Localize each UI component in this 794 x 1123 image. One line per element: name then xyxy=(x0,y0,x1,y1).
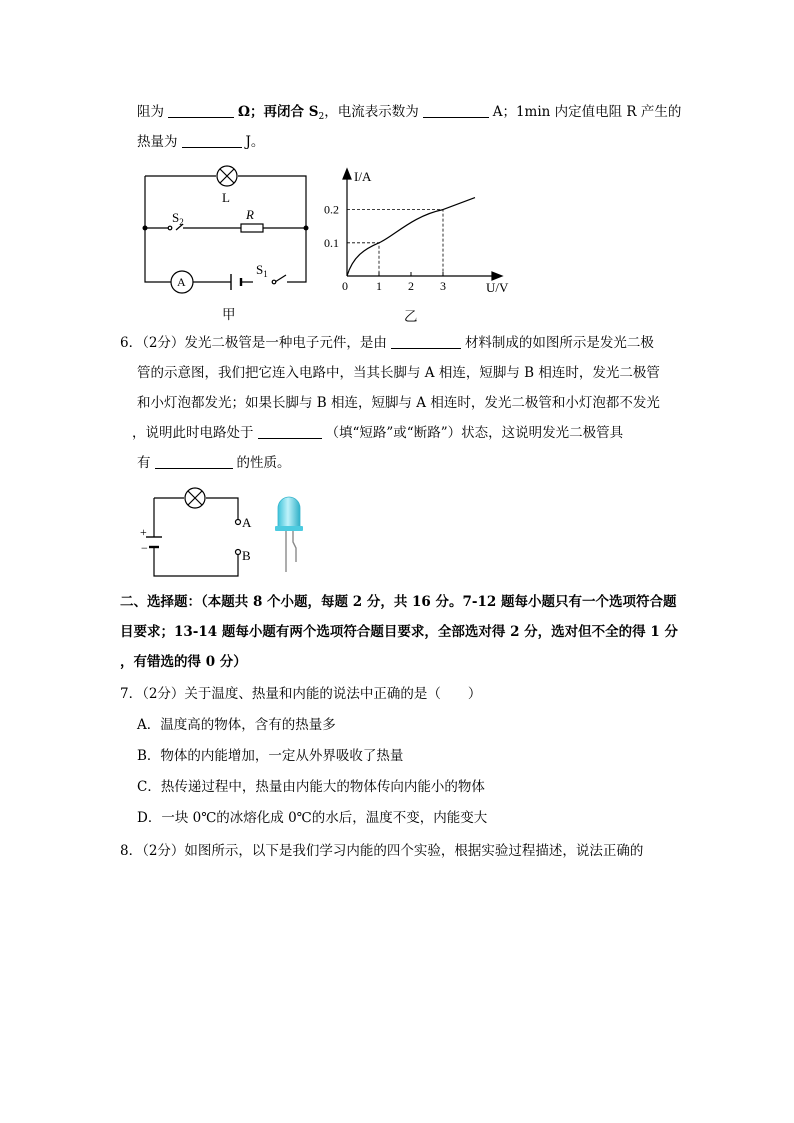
led-rim xyxy=(275,526,303,531)
led-icon xyxy=(268,492,308,576)
x-tick-label: 1 xyxy=(376,279,382,293)
q7-option-c[interactable]: C．热传递过程中，热量由内能大的物体传向内能小的物体 xyxy=(137,779,485,795)
y-axis-label: I/A xyxy=(354,169,372,184)
switch1-label: $S_1$ xyxy=(256,262,268,279)
x-axis-label: U/V xyxy=(486,280,509,295)
answer-blank[interactable] xyxy=(391,334,461,349)
answer-blank[interactable] xyxy=(258,424,322,439)
ammeter-label: A xyxy=(177,275,186,289)
q6-line-4: ，说明此时电路处于 （填“短路”或“断路”）状态，这说明发光二极管具 xyxy=(132,425,624,441)
x-axis-arrow-icon xyxy=(492,272,502,280)
answer-blank[interactable] xyxy=(423,103,489,118)
section-2-header-line-2: 目要求；13-14 题每小题有两个选项符合题目要求，全部选对得 2 分，选对但不全的得 1 分 xyxy=(120,624,678,640)
switch2-pivot xyxy=(168,226,172,230)
plus-sign: + xyxy=(140,525,147,539)
figure-caption-jia: 甲 xyxy=(222,307,236,323)
y-tick-label: 0.2 xyxy=(324,202,339,217)
q7-option-d[interactable]: D．一块 0℃的冰熔化成 0℃的水后，温度不变，内能变大 xyxy=(137,810,488,826)
dashed-guide-2 xyxy=(347,210,443,276)
answer-blank[interactable] xyxy=(155,454,233,469)
q7-option-b[interactable]: B．物体的内能增加，一定从外界吸收了热量 xyxy=(137,748,404,764)
iu-curve xyxy=(347,198,475,276)
switch1-pivot xyxy=(272,280,276,284)
circuit-wires xyxy=(154,498,238,576)
q6-line-1: 6．（2分）发光二极管是一种电子元件，是由 材料制成的如图所示是发光二极 xyxy=(120,335,654,351)
y-tick-label: 0.1 xyxy=(324,235,339,250)
switch2-label: $S_2$ xyxy=(172,210,184,227)
q6-line-3: 和小灯泡都发光；如果长脚与 B 相连，短脚与 A 相连时，发光二极管和小灯泡都不发光 xyxy=(137,395,660,411)
q5-line-1: 阻为 Ω；再闭合 $S_2$，电流表示数为 A；1min 内定值电阻 R 产生的 xyxy=(137,104,682,122)
led-short-leg xyxy=(293,530,296,562)
q6-line-2: 管的示意图，我们把它连入电路中，当其长脚与 A 相连，短脚与 B 相连时，发光二极管 xyxy=(137,365,660,381)
q7-option-a[interactable]: A．温度高的物体，含有的热量多 xyxy=(137,717,336,733)
lamp-cross xyxy=(220,169,234,183)
terminal-b xyxy=(236,550,241,555)
x-tick-label: 0 xyxy=(342,279,348,293)
minus-sign: − xyxy=(141,541,148,555)
section-2-header-line-1: 二、选择题：（本题共 8 个小题，每题 2 分，共 16 分。7-12 题每小题只有一个选项符合题 xyxy=(120,594,677,610)
x-tick-label: 3 xyxy=(440,279,446,293)
dashed-guide-1 xyxy=(347,243,379,276)
resistor-icon xyxy=(241,224,263,232)
q7-stem: 7．（2分）关于温度、热量和内能的说法中正确的是（ ） xyxy=(120,686,482,702)
answer-blank[interactable] xyxy=(168,103,234,118)
led-circuit-diagram xyxy=(138,482,268,582)
terminal-a xyxy=(236,520,241,525)
graph-yi xyxy=(322,165,522,295)
x-tick-label: 2 xyxy=(408,279,414,293)
terminal-a-label: A xyxy=(242,515,252,530)
lamp-label: L xyxy=(222,190,230,205)
junction-dot xyxy=(143,226,148,231)
q5-line-2: 热量为 J。 xyxy=(137,134,265,150)
section-2-header-line-3: ，有错选的得 0 分） xyxy=(120,654,247,670)
answer-blank[interactable] xyxy=(182,133,242,148)
led-body xyxy=(278,497,300,528)
lamp-cross xyxy=(188,491,202,505)
resistor-label: R xyxy=(246,207,254,222)
circuit-diagram-jia xyxy=(138,162,318,302)
q8-stem: 8．（2分）如图所示，以下是我们学习内能的四个实验，根据实验过程描述，说法正确的 xyxy=(120,843,644,859)
q6-line-5: 有 的性质。 xyxy=(137,455,291,471)
figure-caption-yi: 乙 xyxy=(404,309,418,325)
terminal-b-label: B xyxy=(242,548,251,563)
y-axis-arrow-icon xyxy=(343,169,351,179)
junction-dot xyxy=(304,226,309,231)
